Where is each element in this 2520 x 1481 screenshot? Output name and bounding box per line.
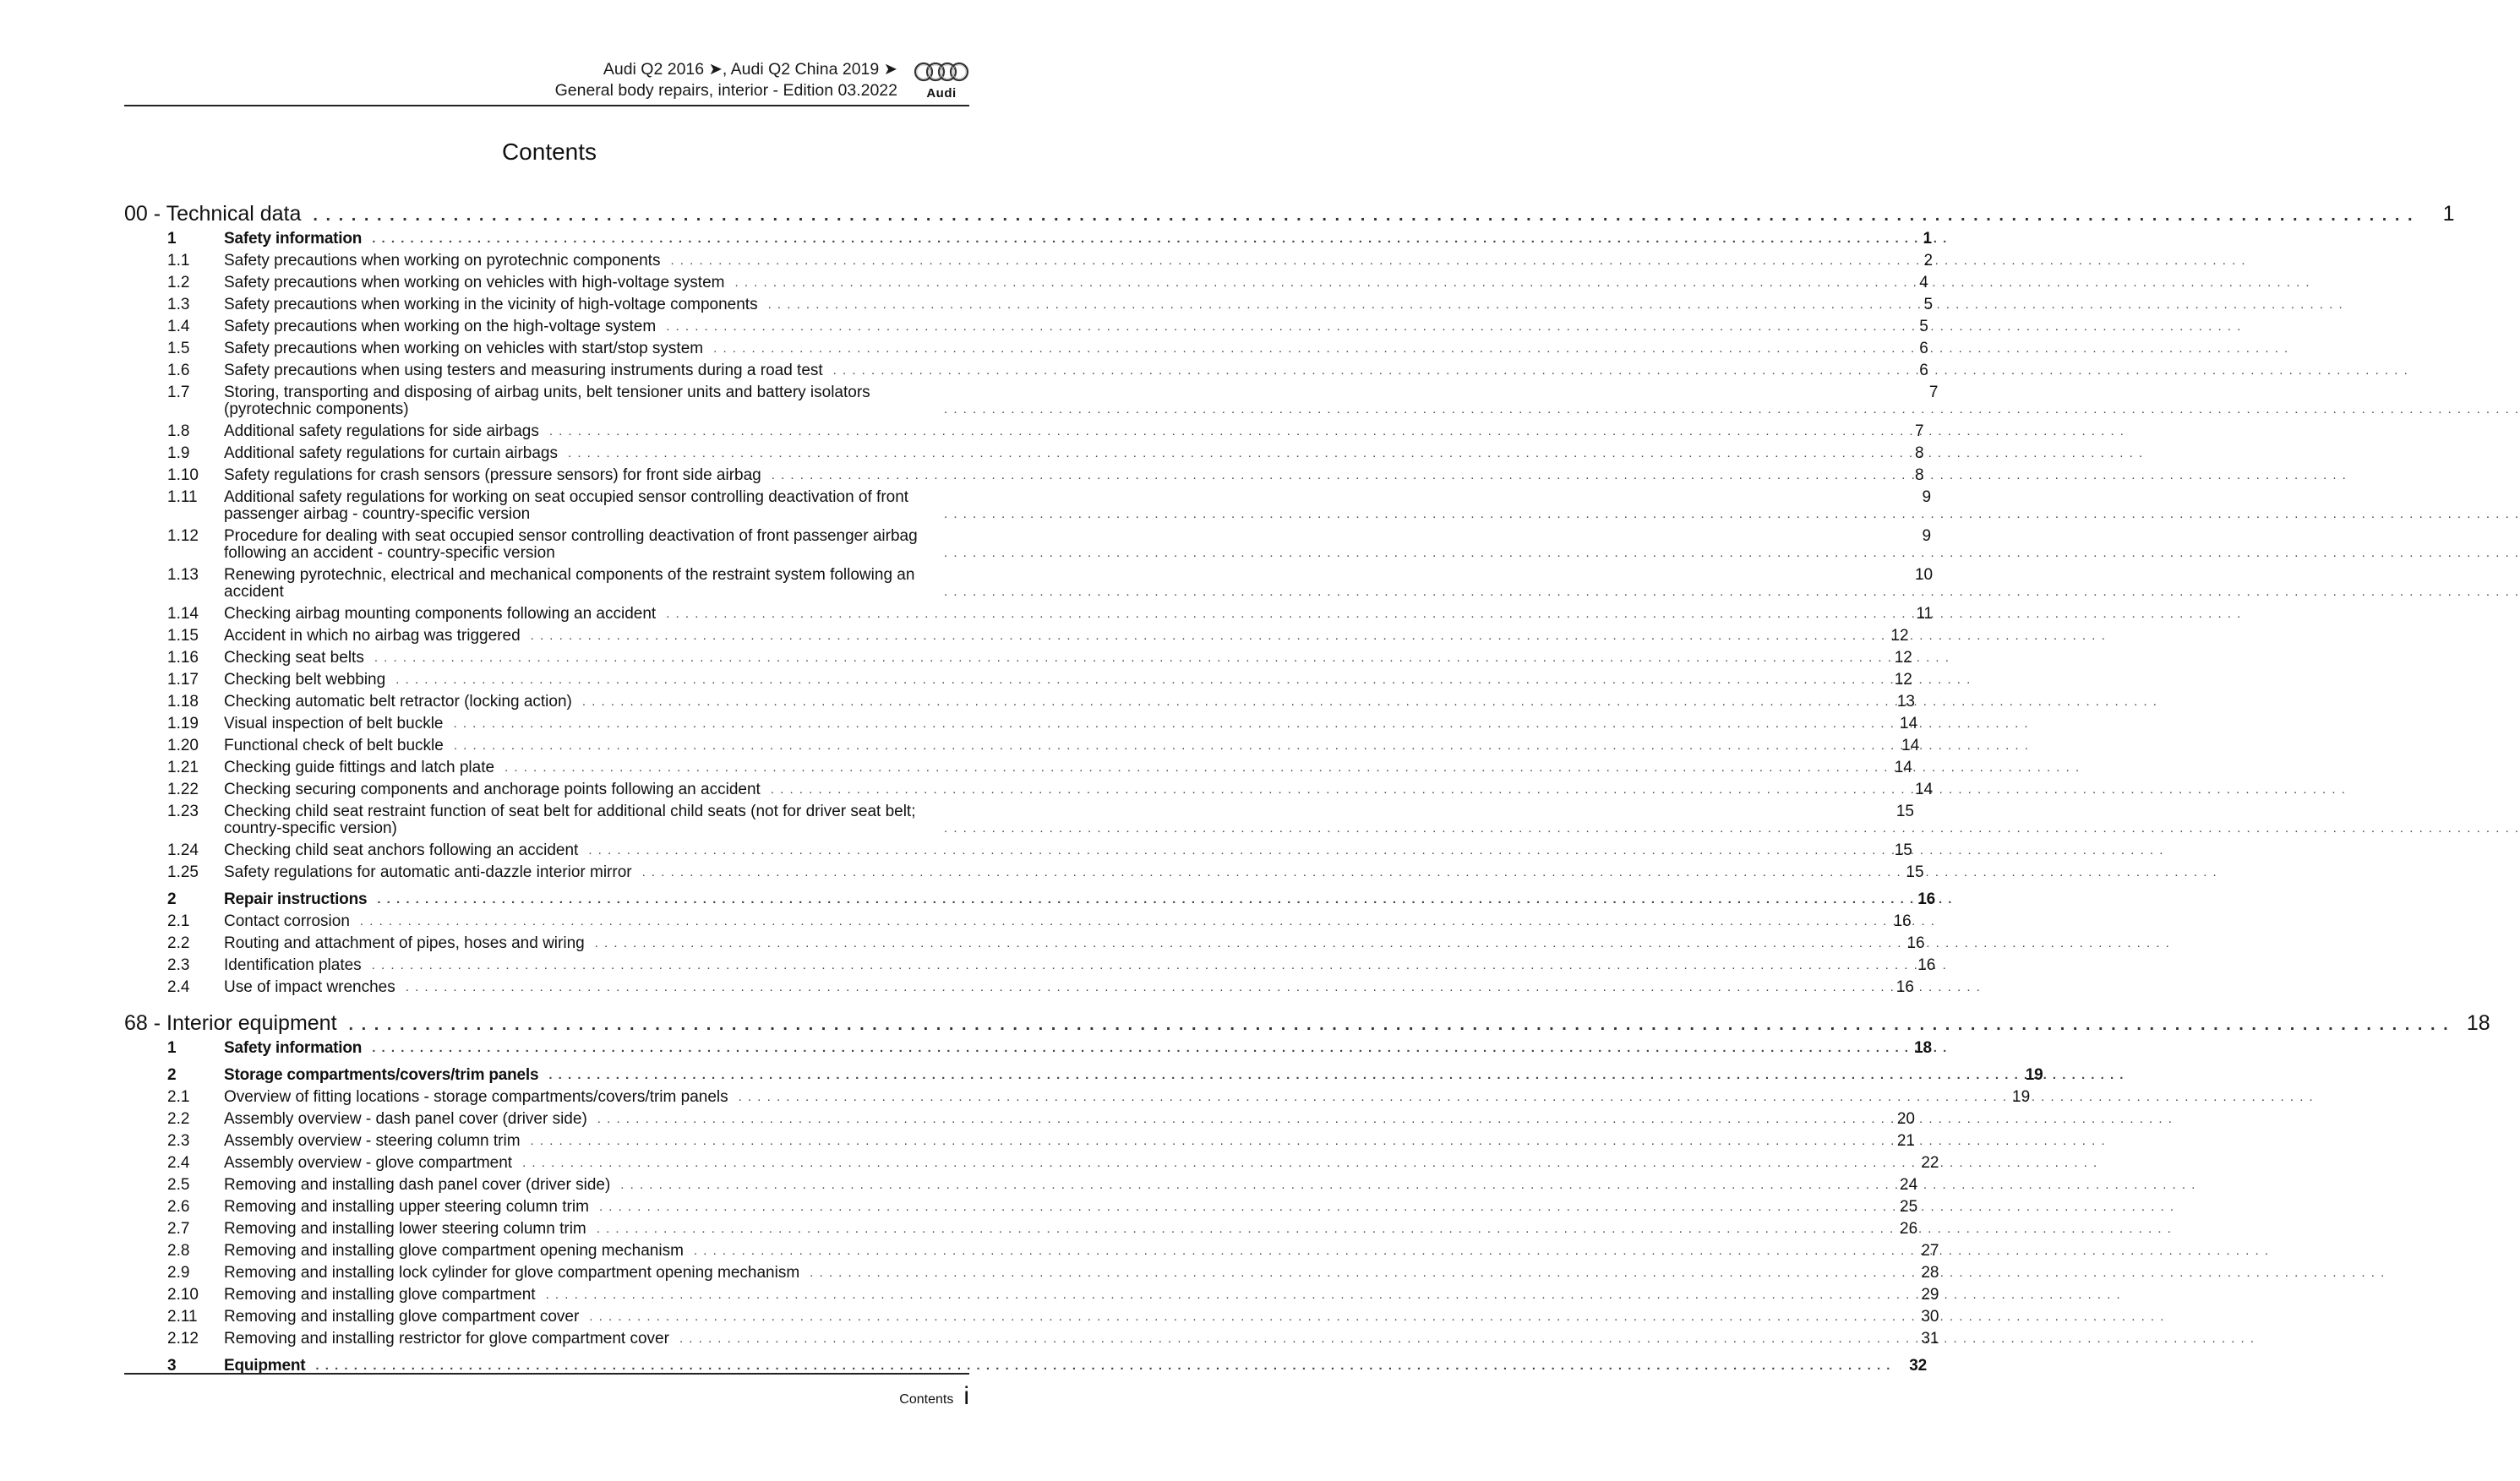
toc-entry-page: 15 bbox=[1895, 803, 1914, 820]
toc-entry[interactable] bbox=[124, 250, 1934, 272]
page-footer bbox=[899, 1382, 969, 1411]
toc-entry-title: Safety information bbox=[224, 230, 363, 248]
toc-entry-title: Storing, transporting and disposing of airbag units, belt tensioner units and battery isolators (pyrotechnic components) bbox=[224, 384, 870, 418]
dot-leader bbox=[739, 1089, 2315, 1106]
toc-entry-page: 13 bbox=[1896, 693, 1915, 711]
dot-leader bbox=[772, 467, 2348, 484]
toc-entry-title: Removing and installing glove compartment cover bbox=[224, 1308, 580, 1326]
toc-entry-number: 2.5 bbox=[167, 1176, 190, 1194]
dot-leader bbox=[360, 913, 1936, 930]
toc-entry[interactable] bbox=[124, 272, 1928, 294]
toc-entry-title: Assembly overview - glove compartment bbox=[224, 1154, 513, 1172]
toc-entry-number: 2.12 bbox=[167, 1330, 199, 1348]
footer-divider bbox=[124, 1373, 969, 1375]
dot-leader bbox=[406, 979, 1982, 996]
toc-entry-page: 14 bbox=[1894, 759, 1912, 776]
dot-leader bbox=[372, 231, 1948, 248]
toc-entry[interactable] bbox=[124, 1130, 1915, 1152]
toc-entry-page: 16 bbox=[1895, 978, 1914, 996]
toc-entry[interactable] bbox=[124, 669, 1912, 691]
header-edition-line: General body repairs, interior - Edition 03.2022 bbox=[554, 81, 897, 100]
toc-entry-page: 15 bbox=[1906, 863, 1924, 881]
toc-entry-number: 1.23 bbox=[167, 803, 199, 820]
toc-entry-page: 29 bbox=[1921, 1286, 1939, 1304]
dot-leader bbox=[642, 864, 2218, 881]
dot-leader bbox=[666, 606, 2242, 623]
toc-entry-page: 30 bbox=[1921, 1308, 1939, 1326]
toc-entry-title: Removing and installing lower steering column trim bbox=[224, 1220, 586, 1238]
toc-entry-page: 26 bbox=[1900, 1220, 1918, 1238]
toc-entry[interactable] bbox=[124, 801, 1914, 840]
toc-entry[interactable] bbox=[124, 443, 1924, 465]
toc-entry-number: 2 bbox=[167, 1066, 177, 1084]
toc-entry-title: Functional check of belt buckle bbox=[224, 737, 444, 754]
toc-entry-page: 15 bbox=[1894, 841, 1912, 859]
toc-entry[interactable] bbox=[124, 1240, 1939, 1262]
toc-entry-page: 8 bbox=[1914, 444, 1924, 462]
toc-entry[interactable] bbox=[124, 487, 1932, 525]
toc-entry[interactable] bbox=[124, 757, 1912, 779]
dot-leader bbox=[372, 957, 1948, 974]
dot-leader bbox=[531, 1133, 2107, 1150]
dot-leader bbox=[666, 319, 2242, 335]
toc-chapter-title: 00 - Technical data bbox=[124, 202, 302, 226]
toc-entry-number: 2.1 bbox=[167, 1088, 190, 1106]
audi-brand-wordmark: Audi bbox=[926, 86, 957, 101]
toc-entry-number: 1.24 bbox=[167, 841, 199, 859]
dot-leader bbox=[454, 738, 2030, 754]
toc-entry[interactable] bbox=[124, 421, 1924, 443]
toc-entry-title: Safety information bbox=[224, 1039, 363, 1057]
toc-chapter-title: 68 - Interior equipment bbox=[124, 1011, 337, 1035]
dot-leader bbox=[588, 842, 2164, 859]
toc-entry[interactable] bbox=[124, 382, 1939, 421]
toc-entry-title: Removing and installing glove compartment opening mechanism bbox=[224, 1242, 684, 1260]
toc-entry-page: 22 bbox=[1921, 1154, 1939, 1172]
toc-section[interactable] bbox=[124, 1037, 1932, 1059]
toc-entry[interactable] bbox=[124, 360, 1928, 382]
toc-entry-page: 10 bbox=[1914, 566, 1934, 584]
toc-entry[interactable] bbox=[124, 1174, 1918, 1196]
dot-leader bbox=[670, 253, 2246, 270]
toc-entry-title: Checking child seat anchors following an accident bbox=[224, 841, 579, 859]
toc-entry-title: Safety regulations for crash sensors (pressure sensors) for front side airbag bbox=[224, 466, 761, 484]
toc-entry-title: Routing and attachment of pipes, hoses and wiring bbox=[224, 934, 585, 952]
toc-entry-number: 2.10 bbox=[167, 1286, 199, 1304]
toc-entry-title: Checking securing components and anchorage points following an accident bbox=[224, 781, 761, 798]
toc-entry[interactable] bbox=[124, 625, 1909, 647]
toc-entry-number: 1.14 bbox=[167, 605, 199, 623]
toc-entry-number: 2.9 bbox=[167, 1264, 190, 1282]
toc-entry-title: Visual inspection of belt buckle bbox=[224, 715, 444, 732]
toc-entry-title: Identification plates bbox=[224, 956, 362, 974]
toc-entry[interactable] bbox=[124, 1218, 1918, 1240]
header-model-line: Audi Q2 2016 ➤, Audi Q2 China 2019 ➤ bbox=[603, 60, 897, 79]
toc-entry-title: Removing and installing dash panel cover (driver side) bbox=[224, 1176, 611, 1194]
toc-entry-page: 25 bbox=[1900, 1198, 1918, 1216]
dot-leader bbox=[734, 275, 2310, 291]
toc-entry-page: 16 bbox=[1917, 890, 1935, 908]
toc-entry[interactable] bbox=[124, 735, 1920, 757]
dot-leader bbox=[597, 1221, 2173, 1238]
toc-entry-page: 6 bbox=[1919, 340, 1928, 357]
toc-entry-number: 2.4 bbox=[167, 978, 190, 996]
dot-leader bbox=[395, 672, 1972, 689]
audi-logo bbox=[914, 61, 969, 101]
dot-leader bbox=[713, 340, 2289, 357]
toc-entry-title: Removing and installing restrictor for glove compartment cover bbox=[224, 1330, 669, 1348]
toc-entry[interactable] bbox=[124, 338, 1928, 360]
toc-entry-number: 1.1 bbox=[167, 252, 190, 270]
toc-entry[interactable] bbox=[124, 691, 1915, 713]
toc-entry-title: Safety precautions when working on the high-voltage system bbox=[224, 318, 657, 335]
toc-entry-page: 14 bbox=[1901, 737, 1920, 754]
toc-entry-title: Removing and installing lock cylinder for glove compartment opening mechanism bbox=[224, 1264, 800, 1282]
toc-entry-page: 12 bbox=[1890, 627, 1909, 645]
toc-entry-page: 5 bbox=[1919, 318, 1928, 335]
toc-entry-number: 2.11 bbox=[167, 1308, 198, 1326]
dot-leader bbox=[582, 694, 2158, 711]
toc-entry-number: 1.11 bbox=[167, 488, 198, 506]
toc-entry-number: 2.3 bbox=[167, 1132, 190, 1150]
toc-entry-page: 19 bbox=[2012, 1088, 2031, 1106]
toc-chapter[interactable] bbox=[124, 199, 2455, 228]
toc-entry-number: 1.21 bbox=[167, 759, 199, 776]
toc-entry[interactable] bbox=[124, 1086, 2031, 1108]
toc-entry-title: Removing and installing glove compartment bbox=[224, 1286, 536, 1304]
toc-entry-title: Checking belt webbing bbox=[224, 671, 386, 689]
toc-entry-page: 19 bbox=[2025, 1066, 2043, 1084]
dot-leader bbox=[944, 584, 2520, 601]
toc-entry-title: Safety precautions when working in the vicinity of high-voltage components bbox=[224, 296, 758, 313]
toc-entry-page: 14 bbox=[1900, 715, 1918, 732]
dot-leader bbox=[944, 820, 2520, 837]
header-text bbox=[555, 59, 897, 101]
toc-entry[interactable] bbox=[124, 316, 1928, 338]
toc-entry-number: 1.4 bbox=[167, 318, 190, 335]
dot-leader bbox=[944, 506, 2520, 523]
toc-entry[interactable] bbox=[124, 465, 1924, 487]
toc-entry[interactable] bbox=[124, 525, 1932, 564]
toc-entry[interactable] bbox=[124, 1152, 1939, 1174]
dot-leader bbox=[768, 297, 2344, 313]
dot-leader bbox=[546, 1287, 2122, 1304]
dot-leader bbox=[620, 1177, 2196, 1194]
toc-entry-title: Procedure for dealing with seat occupied sensor controlling deactivation of front passenger airbag following an accident - country-specific version bbox=[224, 527, 918, 562]
dot-leader bbox=[315, 1358, 1891, 1375]
toc-entry-page: 20 bbox=[1896, 1110, 1915, 1128]
toc-entry-title: Safety precautions when working on vehicles with start/stop system bbox=[224, 340, 704, 357]
toc-entry-page: 16 bbox=[1893, 912, 1912, 930]
toc-entry-number: 1.5 bbox=[167, 340, 190, 357]
dot-leader bbox=[771, 781, 2347, 798]
toc-entry-number: 2.6 bbox=[167, 1198, 190, 1216]
toc-entry-page: 21 bbox=[1896, 1132, 1915, 1150]
toc-entry[interactable] bbox=[124, 647, 1912, 669]
toc-entry[interactable] bbox=[124, 955, 1936, 977]
toc-entry-title: Additional safety regulations for working on seat occupied sensor controlling deactivation of front passenger airbag - country-specific version bbox=[224, 488, 909, 523]
toc-chapter-page: 18 bbox=[2466, 1011, 2490, 1035]
toc-entry-page: 4 bbox=[1919, 274, 1928, 291]
toc-entry-page: 24 bbox=[1900, 1176, 1918, 1194]
toc-entry-page: 12 bbox=[1894, 671, 1912, 689]
toc-entry-title: Additional safety regulations for side airbags bbox=[224, 422, 539, 440]
toc-entry[interactable] bbox=[124, 294, 1934, 316]
toc-entry-number: 3 bbox=[167, 1357, 177, 1375]
dot-leader bbox=[313, 201, 2414, 230]
toc-entry-number: 1.6 bbox=[167, 362, 190, 379]
toc-entry-number: 1.10 bbox=[167, 466, 199, 484]
dot-leader bbox=[377, 891, 1953, 908]
toc-entry[interactable] bbox=[124, 1262, 1939, 1284]
toc-entry-title: Equipment bbox=[224, 1357, 306, 1375]
toc-entry-number: 1.2 bbox=[167, 274, 190, 291]
toc-entry[interactable] bbox=[124, 1328, 1939, 1350]
dot-leader bbox=[453, 716, 2029, 732]
toc-entry-page: 31 bbox=[1921, 1330, 1939, 1348]
dot-leader bbox=[549, 423, 2125, 440]
toc-entry-title: Renewing pyrotechnic, electrical and mechanical components of the restraint system following an accident bbox=[224, 566, 915, 601]
toc-entry-page: 18 bbox=[1914, 1039, 1932, 1057]
toc-entry-title: Contact corrosion bbox=[224, 912, 350, 930]
toc-entry-page: 8 bbox=[1914, 466, 1924, 484]
toc-entry-number: 2.2 bbox=[167, 934, 190, 952]
toc-entry-title: Storage compartments/covers/trim panels bbox=[224, 1066, 539, 1084]
toc-entry-title: Assembly overview - steering column trim bbox=[224, 1132, 521, 1150]
toc-entry-number: 1.12 bbox=[167, 527, 199, 545]
toc-entry-title: Removing and installing upper steering column trim bbox=[224, 1198, 589, 1216]
toc-entry-number: 1 bbox=[167, 230, 177, 248]
dot-leader bbox=[349, 1010, 2450, 1039]
toc-entry[interactable] bbox=[124, 603, 1934, 625]
toc-chapter-page: 1 bbox=[2442, 202, 2455, 226]
table-of-contents bbox=[124, 199, 2490, 1377]
toc-entry-page: 1 bbox=[1923, 230, 1932, 248]
toc-entry[interactable] bbox=[124, 1108, 1915, 1130]
toc-entry-title: Checking automatic belt retractor (locking action) bbox=[224, 693, 572, 711]
toc-entry-page: 11 bbox=[1916, 605, 1934, 623]
dot-leader bbox=[599, 1199, 2175, 1216]
dot-leader bbox=[522, 1155, 2098, 1172]
toc-entry-number: 1.25 bbox=[167, 863, 199, 881]
toc-entry-number: 1.18 bbox=[167, 693, 199, 711]
toc-entry-number: 1.7 bbox=[167, 384, 190, 401]
toc-entry[interactable] bbox=[124, 564, 1934, 603]
toc-entry[interactable] bbox=[124, 840, 1912, 862]
toc-entry[interactable] bbox=[124, 1306, 1939, 1328]
toc-entry[interactable] bbox=[124, 1284, 1939, 1306]
toc-entry-title: Checking guide fittings and latch plate bbox=[224, 759, 495, 776]
toc-entry-page: 9 bbox=[1922, 527, 1932, 545]
toc-entry-page: 28 bbox=[1921, 1264, 1939, 1282]
toc-entry[interactable] bbox=[124, 977, 1914, 999]
dot-leader bbox=[694, 1243, 2270, 1260]
toc-entry-page: 2 bbox=[1923, 252, 1934, 270]
toc-entry-number: 1.8 bbox=[167, 422, 190, 440]
toc-chapter[interactable] bbox=[124, 1009, 2490, 1037]
toc-entry-number: 1.17 bbox=[167, 671, 199, 689]
page-header bbox=[124, 57, 969, 106]
toc-entry-number: 2.8 bbox=[167, 1242, 190, 1260]
audi-four-rings-icon bbox=[914, 61, 969, 84]
toc-entry[interactable] bbox=[124, 779, 1934, 801]
footer-section-label: Contents bbox=[899, 1392, 954, 1407]
dot-leader bbox=[944, 545, 2520, 562]
toc-entry-title: Safety precautions when working on pyrotechnic components bbox=[224, 252, 661, 270]
toc-section[interactable] bbox=[124, 889, 1935, 911]
toc-entry-page: 32 bbox=[1909, 1357, 1927, 1375]
toc-entry-number: 1.9 bbox=[167, 444, 190, 462]
toc-entry-number: 1.15 bbox=[167, 627, 199, 645]
toc-entry-number: 1.20 bbox=[167, 737, 199, 754]
toc-entry-page: 7 bbox=[1928, 384, 1939, 401]
toc-entry-number: 2 bbox=[167, 890, 177, 908]
toc-entry-number: 2.3 bbox=[167, 956, 190, 974]
dot-leader bbox=[944, 401, 2520, 418]
dot-leader bbox=[833, 362, 2409, 379]
toc-entry-page: 9 bbox=[1922, 488, 1932, 506]
dot-leader bbox=[372, 1040, 1948, 1057]
toc-entry-page: 27 bbox=[1921, 1242, 1939, 1260]
dot-leader bbox=[597, 1111, 2174, 1128]
toc-entry-number: 1.16 bbox=[167, 649, 199, 667]
toc-entry-number: 1 bbox=[167, 1039, 177, 1057]
toc-entry-number: 2.7 bbox=[167, 1220, 190, 1238]
toc-entry-title: Safety regulations for automatic anti-dazzle interior mirror bbox=[224, 863, 632, 881]
toc-entry-title: Accident in which no airbag was triggered bbox=[224, 627, 521, 645]
dot-leader bbox=[595, 935, 2171, 952]
toc-entry-number: 1.19 bbox=[167, 715, 199, 732]
toc-entry-number: 2.2 bbox=[167, 1110, 190, 1128]
toc-entry-title: Checking seat belts bbox=[224, 649, 364, 667]
dot-leader bbox=[505, 760, 2081, 776]
toc-entry-title: Safety precautions when working on vehicles with high-voltage system bbox=[224, 274, 725, 291]
toc-entry[interactable] bbox=[124, 933, 1925, 955]
toc-entry-title: Checking airbag mounting components following an accident bbox=[224, 605, 657, 623]
toc-entry-title: Assembly overview - dash panel cover (driver side) bbox=[224, 1110, 587, 1128]
toc-entry-title: Checking child seat restraint function of seat belt for additional child seats (not for driver seat belt; country-specific version) bbox=[224, 803, 916, 837]
dot-leader bbox=[548, 1067, 2125, 1084]
toc-entry-title: Use of impact wrenches bbox=[224, 978, 395, 996]
toc-entry[interactable] bbox=[124, 1196, 1918, 1218]
toc-entry-page: 16 bbox=[1906, 934, 1925, 952]
toc-entry-title: Overview of fitting locations - storage compartments/covers/trim panels bbox=[224, 1088, 728, 1106]
toc-entry-title: Repair instructions bbox=[224, 890, 368, 908]
page-title: Contents bbox=[501, 139, 597, 165]
toc-entry-page: 6 bbox=[1919, 362, 1928, 379]
toc-entry[interactable] bbox=[124, 713, 1918, 735]
footer-page-number: i bbox=[963, 1382, 969, 1410]
toc-entry-page: 12 bbox=[1894, 649, 1912, 667]
toc-entry-page: 16 bbox=[1917, 956, 1936, 974]
toc-entry-title: Safety precautions when using testers and measuring instruments during a road test bbox=[224, 362, 823, 379]
dot-leader bbox=[374, 650, 1950, 667]
toc-entry-page: 5 bbox=[1923, 296, 1934, 313]
toc-entry-number: 2.1 bbox=[167, 912, 190, 930]
toc-entry-number: 1.13 bbox=[167, 566, 199, 584]
toc-entry[interactable] bbox=[124, 911, 1912, 933]
toc-entry-number: 2.4 bbox=[167, 1154, 190, 1172]
dot-leader bbox=[810, 1265, 2386, 1282]
dot-leader bbox=[679, 1331, 2255, 1348]
toc-section[interactable] bbox=[124, 1064, 2043, 1086]
dot-leader bbox=[531, 628, 2107, 645]
toc-entry-page: 7 bbox=[1914, 422, 1924, 440]
toc-entry[interactable] bbox=[124, 862, 1924, 884]
toc-entry-number: 1.3 bbox=[167, 296, 190, 313]
toc-entry-title: Additional safety regulations for curtain airbags bbox=[224, 444, 559, 462]
toc-entry-page: 14 bbox=[1914, 781, 1934, 798]
toc-entry-number: 1.22 bbox=[167, 781, 199, 798]
toc-section[interactable] bbox=[124, 228, 1932, 250]
